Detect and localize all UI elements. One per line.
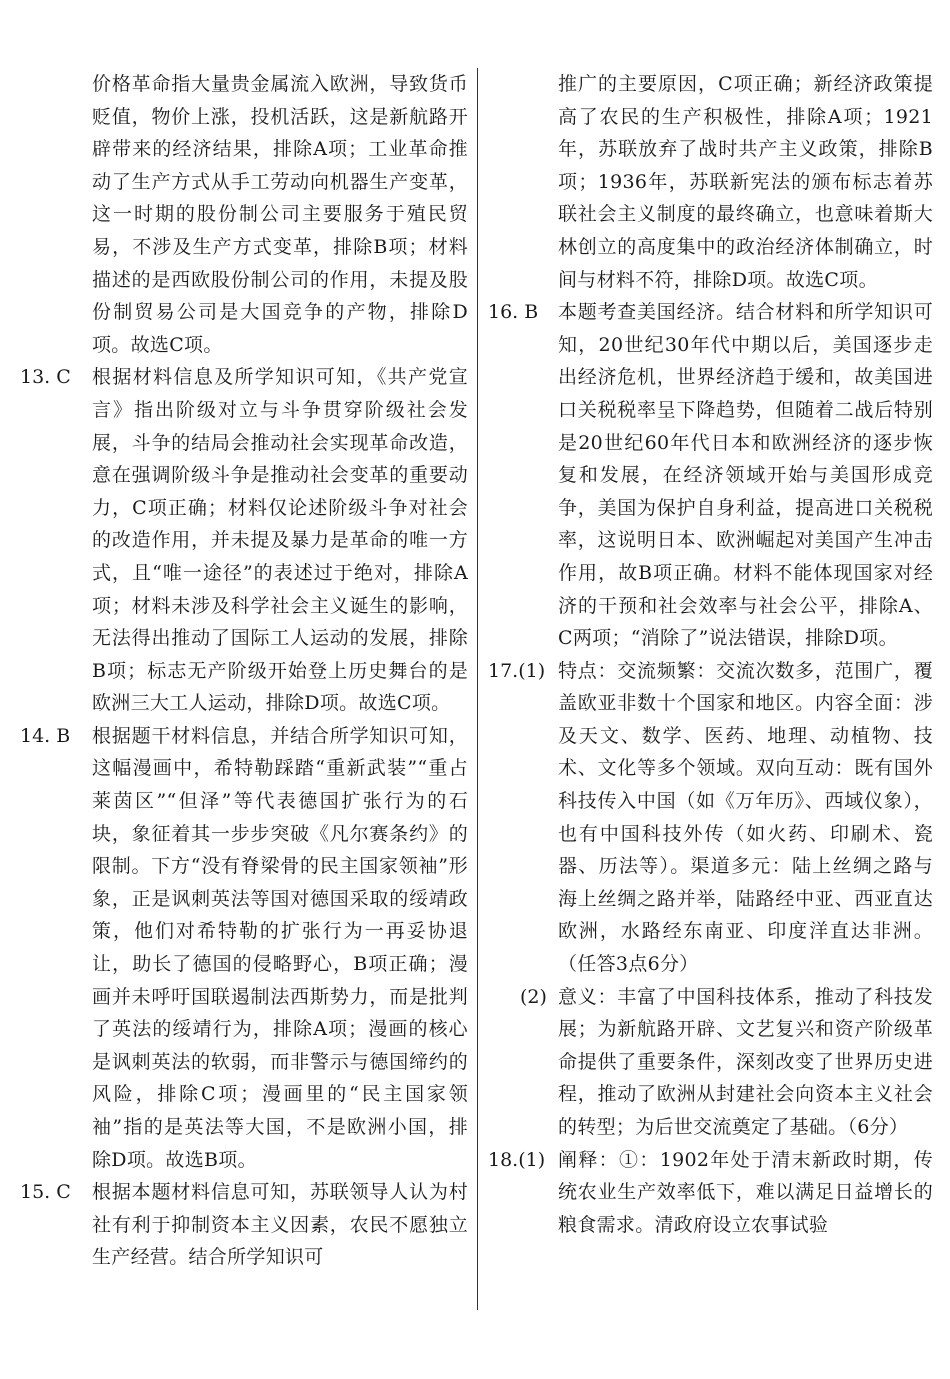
answer-17-2	[488, 981, 933, 1144]
answer-text: 特点：交流频繁：交流次数多，范围广，覆盖欧亚非数十个国家和地区。内容全面：涉及天文、数学、医药、地理、动植物、技术、文化等多个领域。双向互动：既有国外科技传入中国（如《万年历》、西域仪象），也有中国科技外传（如火药、印刷术、瓷器、历法等）。渠道多元：陆上丝绸之路与海上丝绸之路并举，陆路经中亚、西亚直达欧洲，水路经东南亚、印度洋直达非洲。（任答3点6分）	[558, 659, 933, 976]
answer-text: 阐释：①：1902年处于清末新政时期，传统农业生产效率低下，难以满足日益增长的粮食需求。清政府设立农事试验	[558, 1148, 933, 1236]
left-column	[20, 68, 468, 1274]
question-number: 18.(1)	[488, 1148, 546, 1171]
column-divider	[477, 68, 478, 1310]
question-number: (2)	[520, 985, 547, 1008]
question-number: 14. B	[20, 724, 71, 747]
right-column	[488, 68, 933, 1241]
question-number: 13. C	[20, 366, 71, 389]
answer-17-1	[488, 655, 933, 981]
answer-15	[20, 1176, 468, 1274]
answer-text: 推广的主要原因，C项正确；新经济政策提高了农民的生产积极性，排除A项；1921年，苏联放弃了战时共产主义政策，排除B项；1936年，苏联新宪法的颁布标志着苏联社会主义制度的最终确立，也意味着斯大林创立的高度集中的政治经济体制确立，时间与材料不符，排除D项。故选C项。	[558, 73, 933, 291]
answer-text: 根据题干材料信息，并结合所学知识可知，这幅漫画中，希特勒踩踏“重新武装”“重占莱茵区”“但泽”等代表德国扩张行为的石块，象征着其一步步突破《凡尔赛条约》的限制。下方“没有脊梁骨的民主国家领袖”形象，正是讽刺英法等国对德国采取的绥靖政策，他们对希特勒的扩张行为一再妥协退让，助长了德国的侵略野心，B项正确；漫画并未呼吁国联遏制法西斯势力，而是批判了英法的绥靖行为，排除A项；漫画的核心是讽刺英法的软弱，而非警示与德国缔约的风险，排除C项；漫画里的“民主国家领袖”指的是英法等大国，不是欧洲小国，排除D项。故选B项。	[92, 724, 468, 1171]
answer-text: 价格革命指大量贵金属流入欧洲，导致货币贬值，物价上涨，投机活跃，这是新航路开辟带来的经济结果，排除A项；工业革命推动了生产方式从手工劳动向机器生产变革，这一时期的股份制公司主要服务于殖民贸易，不涉及生产方式变革，排除B项；材料描述的是西欧股份制公司的作用，未提及股份制贸易公司是大国竞争的产物，排除D项。故选C项。	[92, 73, 468, 356]
answer-14	[20, 720, 468, 1176]
question-number: 16. B	[488, 301, 539, 324]
answer-text: 根据本题材料信息可知，苏联领导人认为村社有利于抑制资本主义因素，农民不愿独立生产经营。结合所学知识可	[92, 1181, 468, 1269]
answer-15-continuation	[488, 68, 933, 296]
answer-text: 意义：丰富了中国科技体系，推动了科技发展；为新航路开辟、文艺复兴和资产阶级革命提供了重要条件，深刻改变了世界历史进程，推动了欧洲从封建社会向资本主义社会的转型；为后世交流奠定了基础。（6分）	[558, 985, 933, 1138]
answer-13	[20, 361, 468, 720]
answer-text: 本题考查美国经济。结合材料和所学知识可知，20世纪30年代中期以后，美国逐步走出经济危机，世界经济趋于缓和，故美国进口关税税率呈下降趋势，但随着二战后特别是20世纪60年代日本和欧洲经济的逐步恢复和发展，在经济领域开始与美国形成竞争，美国为保护自身利益，提高进口关税税率，这说明日本、欧洲崛起对美国产生冲击作用，故B项正确。材料不能体现国家对经济的干预和社会效率与社会公平，排除A、C两项；“消除了”说法错误，排除D项。	[558, 301, 933, 650]
answer-text: 根据材料信息及所学知识可知，《共产党宣言》指出阶级对立与斗争贯穿阶级社会发展，斗争的结局会推动社会实现革命改造，意在强调阶级斗争是推动社会变革的重要动力，C项正确；材料仅论述阶级斗争对社会的改造作用，并未提及暴力是革命的唯一方式，且“唯一途径”的表述过于绝对，排除A项；材料未涉及科学社会主义诞生的影响，无法得出推动了国际工人运动的发展，排除B项；标志无产阶级开始登上历史舞台的是欧洲三大工人运动，排除D项。故选C项。	[92, 366, 468, 715]
answer-18-1	[488, 1144, 933, 1242]
question-number: 17.(1)	[488, 659, 546, 682]
question-number: 15. C	[20, 1181, 71, 1204]
answer-16	[488, 296, 933, 655]
answer-12-continuation	[20, 68, 468, 361]
